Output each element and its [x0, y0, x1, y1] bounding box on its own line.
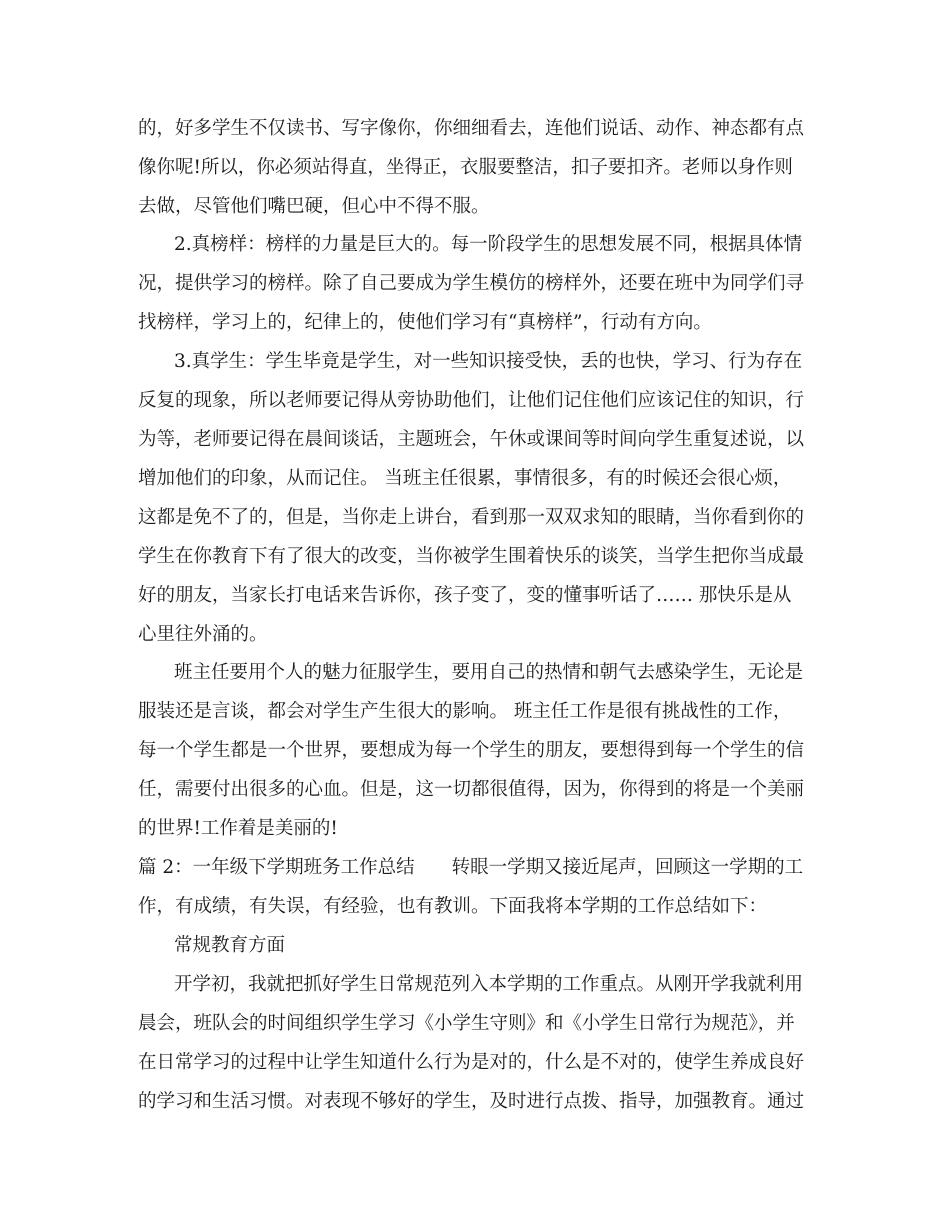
text-line: 的学习和生活习惯。对表现不够好的学生，及时进行点拨、指导，加强教育。通过	[138, 1091, 805, 1112]
text-line: 服装还是言谈，都会对学生产生很大的影响。 班主任工作是很有挑战性的工作，	[138, 701, 792, 722]
text-line: 去做，尽管他们嘴巴硬，但心中不得不服。	[138, 196, 490, 217]
text-line: 任，需要付出很多的心血。但是，这一切都很值得，因为，你得到的将是一个美丽	[138, 779, 805, 800]
text-line: 心里往外涌的。	[138, 624, 268, 645]
section-heading: 篇 2：一年级下学期班务工作总结 转眼一学期又接近尾声，回顾这一学期的工	[138, 857, 804, 878]
text-line: 在日常学习的过程中让学生知道什么行为是对的，什么是不对的，使学生养成良好	[138, 1052, 805, 1073]
text-line: 像你呢!所以，你必须站得直，坐得正，衣服要整洁，扣子要扣齐。老师以身作则	[138, 157, 793, 178]
text-line: 的，好多学生不仅读书、写字像你，你细细看去，连他们说话、动作、神态都有点	[138, 118, 805, 139]
text-line: 为等，老师要记得在晨间谈话，主题班会，午休或课间等时间向学生重复述说，以	[138, 429, 805, 450]
text-line: 找榜样，学习上的，纪律上的，使他们学习有“真榜样”，行动有方向。	[138, 312, 712, 333]
text-line: 2.真榜样：榜样的力量是巨大的。每一阶段学生的思想发展不同，根据具体情	[174, 234, 803, 255]
text-line: 反复的现象，所以老师要记得从旁协助他们，让他们记住他们应该记住的知识，行	[138, 390, 805, 411]
text-line: 开学初，我就把抓好学生日常规范列入本学期的工作重点。从刚开学我就利用	[174, 974, 804, 995]
text-line: 班主任要用个人的魅力征服学生，要用自己的热情和朝气去感染学生，无论是	[174, 662, 804, 683]
subsection-heading: 常规教育方面	[174, 935, 286, 956]
text-line: 况，提供学习的榜样。除了自己要成为学生模仿的榜样外，还要在班中为同学们寻	[138, 273, 805, 294]
text-line: 好的朋友，当家长打电话来告诉你，孩子变了，变的懂事听话了…… 那快乐是从	[138, 585, 792, 606]
text-line: 的世界!工作着是美丽的!	[138, 818, 338, 839]
text-line: 增加他们的印象，从而记住。 当班主任很累，事情很多，有的时候还会很心烦，	[138, 468, 792, 489]
text-line: 这都是免不了的，但是，当你走上讲台，看到那一双双求知的眼睛，当你看到你的	[138, 507, 805, 528]
text-line: 3.真学生：学生毕竟是学生，对一些知识接受快，丢的也快，学习、行为存在	[174, 351, 803, 372]
text-line: 每一个学生都是一个世界，要想成为每一个学生的朋友，要想得到每一个学生的信	[138, 740, 805, 761]
text-line: 晨会，班队会的时间组织学生学习《小学生守则》和《小学生日常行为规范》，并	[138, 1013, 795, 1034]
text-line: 学生在你教育下有了很大的改变，当你被学生围着快乐的谈笑，当学生把你当成最	[138, 546, 805, 567]
text-line: 作，有成绩，有失误，有经验，也有教训。下面我将本学期的工作总结如下：	[138, 896, 768, 917]
